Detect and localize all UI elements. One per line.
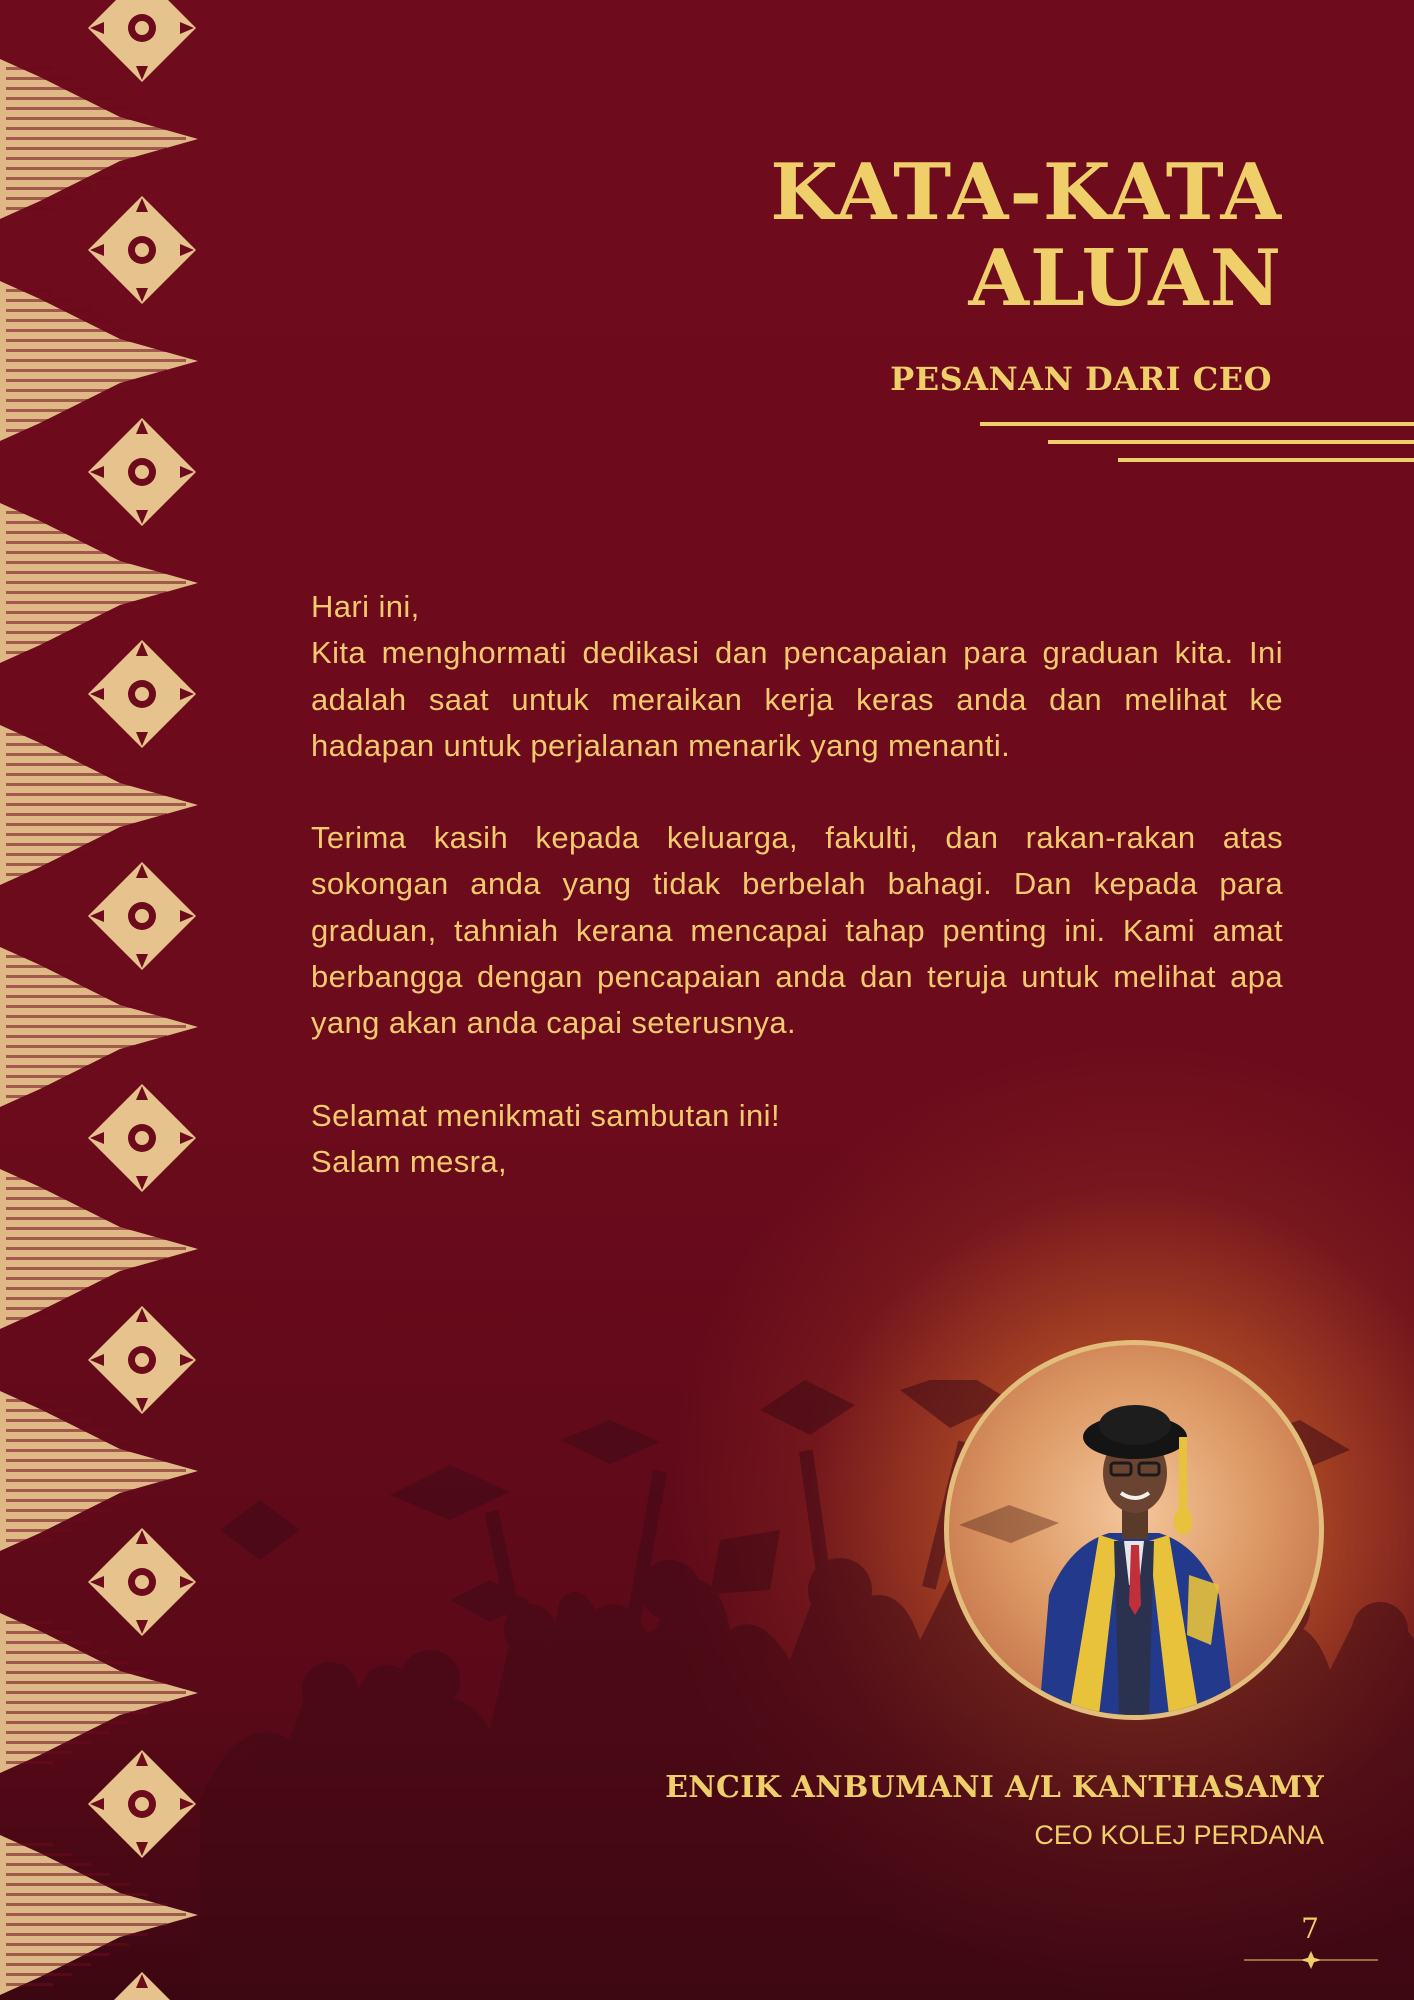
songket-leaf-motif	[0, 725, 198, 885]
decorative-rule-3	[1118, 458, 1414, 462]
songket-flower-motif	[88, 1750, 196, 1858]
title-line-1: KATA-KATA	[770, 147, 1282, 238]
page-number-ornament-icon	[1244, 1950, 1378, 1970]
page-title	[770, 147, 1282, 324]
songket-flower-motif	[88, 1084, 196, 1192]
songket-flower-motif	[88, 0, 196, 82]
songket-leaf-motif	[0, 59, 198, 219]
decorative-rule-2	[1048, 440, 1414, 444]
songket-leaf-motif	[0, 281, 198, 441]
songket-leaf-motif	[0, 1391, 198, 1551]
ceo-portrait	[944, 1340, 1324, 1720]
letter-paragraph-2: Terima kasih kepada keluarga, fakulti, dan rakan-rakan atas sokongan anda yang tidak berbelah bahagi. Dan kepada para graduan, tahniah kerana mencapai tahap penting ini. Kami amat berbangga dengan pencapaian anda dan teruja untuk melihat apa yang akan anda capai seterusnya.	[311, 820, 1283, 1041]
letter-closing-1: Selamat menikmati sambutan ini!	[311, 1097, 780, 1133]
songket-flower-motif	[88, 1306, 196, 1414]
songket-flower-motif	[88, 196, 196, 304]
songket-leaf-motif	[0, 503, 198, 663]
ceo-name: ENCIK ANBUMANI A/L KANTHASAMY	[665, 1770, 1324, 1805]
songket-flower-motif	[88, 418, 196, 526]
songket-leaf-motif	[0, 1169, 198, 1329]
songket-leaf-motif	[0, 1835, 198, 1995]
decorative-rule-1	[980, 422, 1414, 426]
songket-border-icon	[0, 0, 200, 2000]
title-line-2: ALUAN	[968, 233, 1282, 324]
ceo-role: CEO KOLEJ PERDANA	[1034, 1820, 1324, 1850]
songket-leaf-motif	[0, 947, 198, 1107]
page-number: 7	[1301, 1912, 1319, 1945]
page-subtitle: PESANAN DARI CEO	[890, 360, 1272, 398]
ceo-portrait-icon	[949, 1345, 1319, 1715]
letter-closing-2: Salam mesra,	[311, 1143, 508, 1179]
songket-leaf-motif	[0, 1613, 198, 1773]
songket-flower-motif	[88, 862, 196, 970]
letter-body	[311, 584, 1283, 1185]
letter-paragraph-1: Kita menghormati dedikasi dan pencapaian para graduan kita. Ini adalah saat untuk meraikan kerja keras anda dan melihat ke hadapan untuk perjalanan menarik yang menanti.	[311, 635, 1283, 763]
letter-greeting: Hari ini,	[311, 589, 420, 624]
songket-flower-motif	[88, 1972, 196, 2000]
songket-flower-motif	[88, 640, 196, 748]
songket-flower-motif	[88, 1528, 196, 1636]
